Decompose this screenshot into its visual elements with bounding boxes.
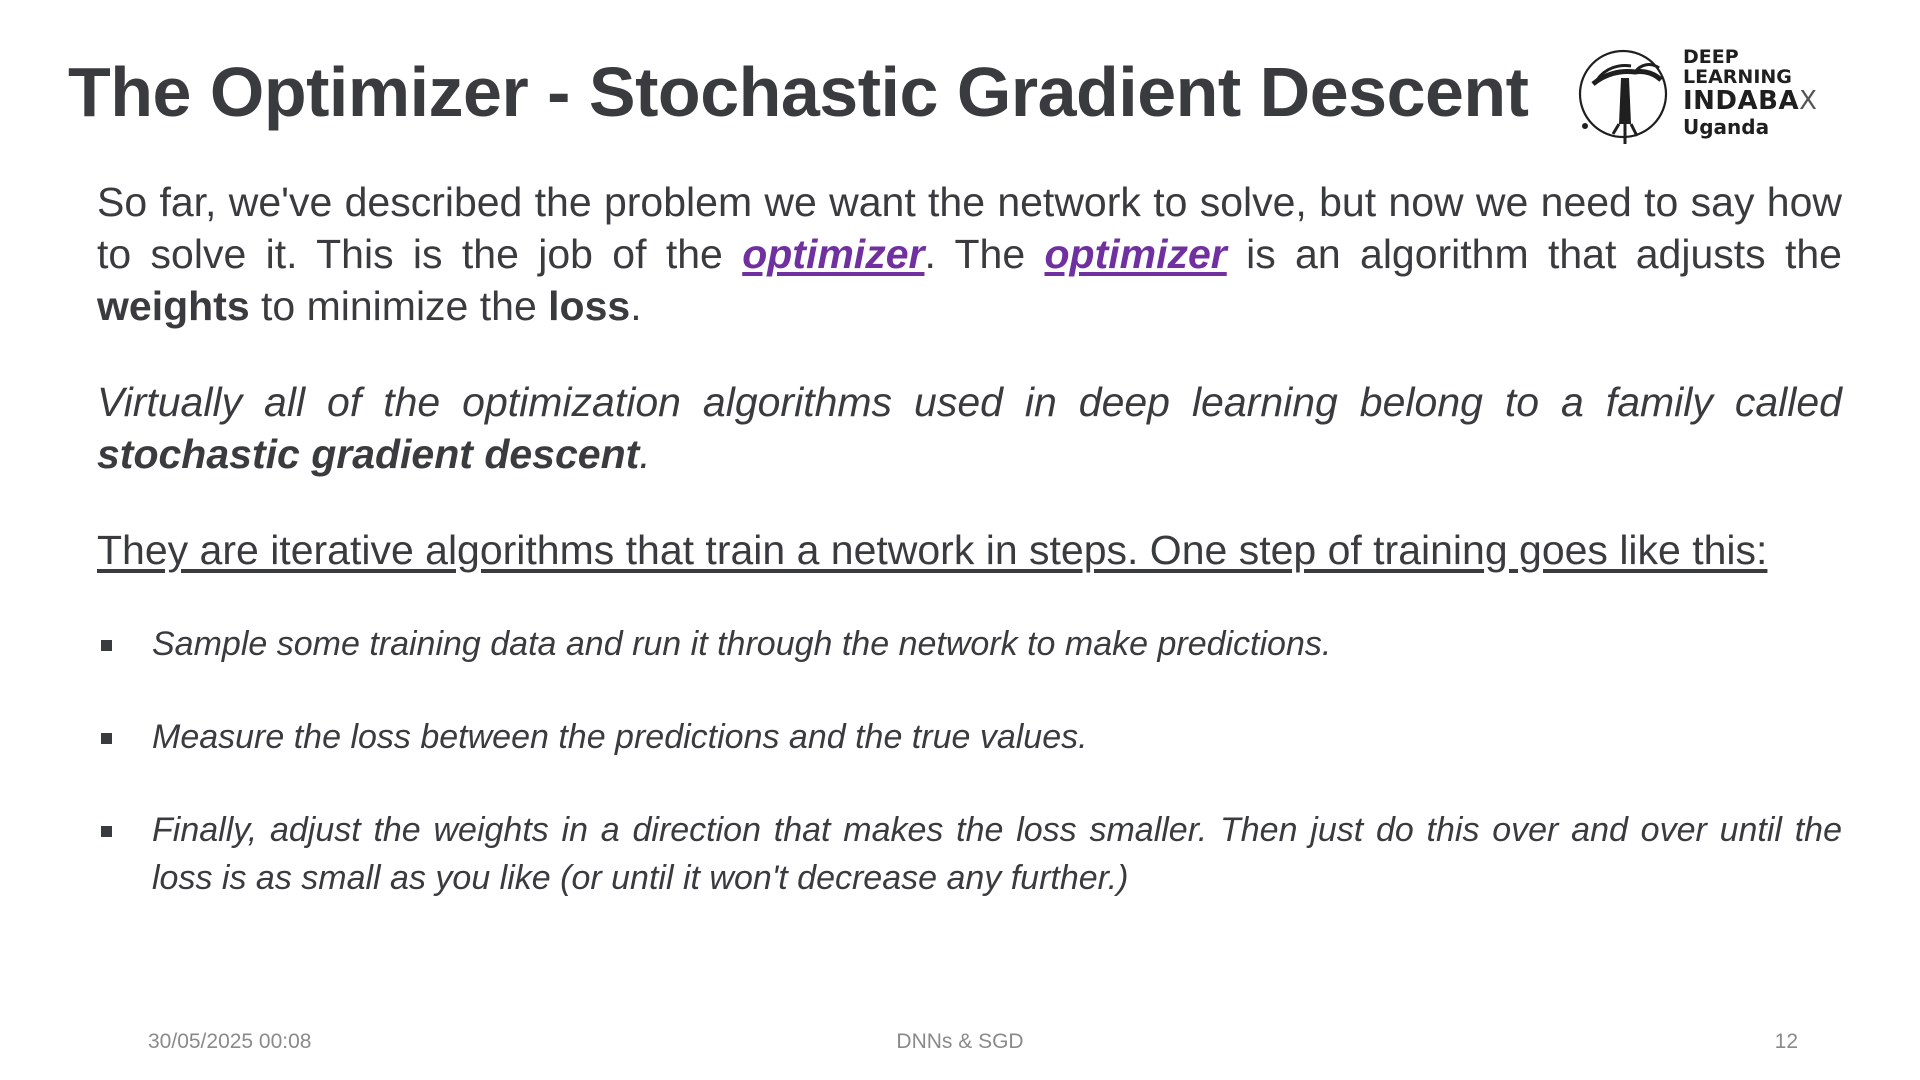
slide-body — [97, 176, 1842, 947]
square-bullet-icon — [101, 826, 112, 837]
para2-text-2: . — [639, 431, 651, 477]
logo-line-indaba — [1683, 85, 1818, 116]
loss-term: loss — [548, 283, 631, 329]
footer-date: 30/05/2025 00:08 — [148, 1030, 312, 1053]
para1-text-3: is an algorithm that adjusts the — [1226, 231, 1842, 277]
deep-learning-indaba-logo — [1575, 44, 1835, 148]
logo-indaba-word: INDABA — [1683, 85, 1800, 116]
paragraph-iterative: They are iterative algorithms that train a network in steps. One step of training goes like this: — [97, 527, 1768, 573]
footer-title: DNNs & SGD — [896, 1030, 1024, 1053]
list-item — [97, 620, 1842, 668]
para1-text-5: . — [630, 283, 642, 329]
list-item — [97, 806, 1842, 902]
slide-number: 12 — [1774, 1030, 1798, 1053]
sgd-term: stochastic gradient descent — [97, 431, 640, 477]
logo-wordmark — [1683, 48, 1817, 138]
weights-term: weights — [97, 283, 250, 329]
paragraph-intro — [97, 176, 1842, 332]
optimizer-link-1[interactable]: optimizer — [742, 231, 925, 277]
logo-line-uganda: Uganda — [1683, 115, 1770, 140]
square-bullet-icon — [101, 733, 112, 744]
para1-text-4: to minimize the — [249, 283, 549, 329]
paragraph-sgd-family — [97, 376, 1842, 480]
para1-text-1: So far, we've described the problem we want the network to solve, but now we need to say how to solve it. This is the job of the — [97, 179, 1842, 277]
logo-line-deep: DEEP — [1683, 46, 1739, 68]
bullet-text: Sample some training data and run it through the network to make predictions. — [152, 625, 1332, 663]
para2-text-1: Virtually all of the optimization algorithms used in deep learning belong to a family called — [97, 379, 1842, 425]
slide-title: The Optimizer - Stochastic Gradient Descent — [68, 53, 1529, 131]
bullet-text: Finally, adjust the weights in a direction that makes the loss smaller. Then just do this over and over until the loss is as small as you like (or until it won't decrease any further.) — [152, 811, 1842, 897]
square-bullet-icon — [101, 640, 112, 651]
training-steps-list — [97, 620, 1842, 902]
optimizer-link-2[interactable]: optimizer — [1044, 231, 1227, 277]
bullet-text: Measure the loss between the predictions and the true values. — [152, 718, 1088, 756]
para1-text-2: . The — [924, 231, 1045, 277]
list-item — [97, 713, 1842, 761]
baobab-tree-icon — [1575, 44, 1675, 148]
logo-x-mark: X — [1799, 85, 1818, 116]
logo-line-learning: LEARNING — [1683, 65, 1792, 88]
